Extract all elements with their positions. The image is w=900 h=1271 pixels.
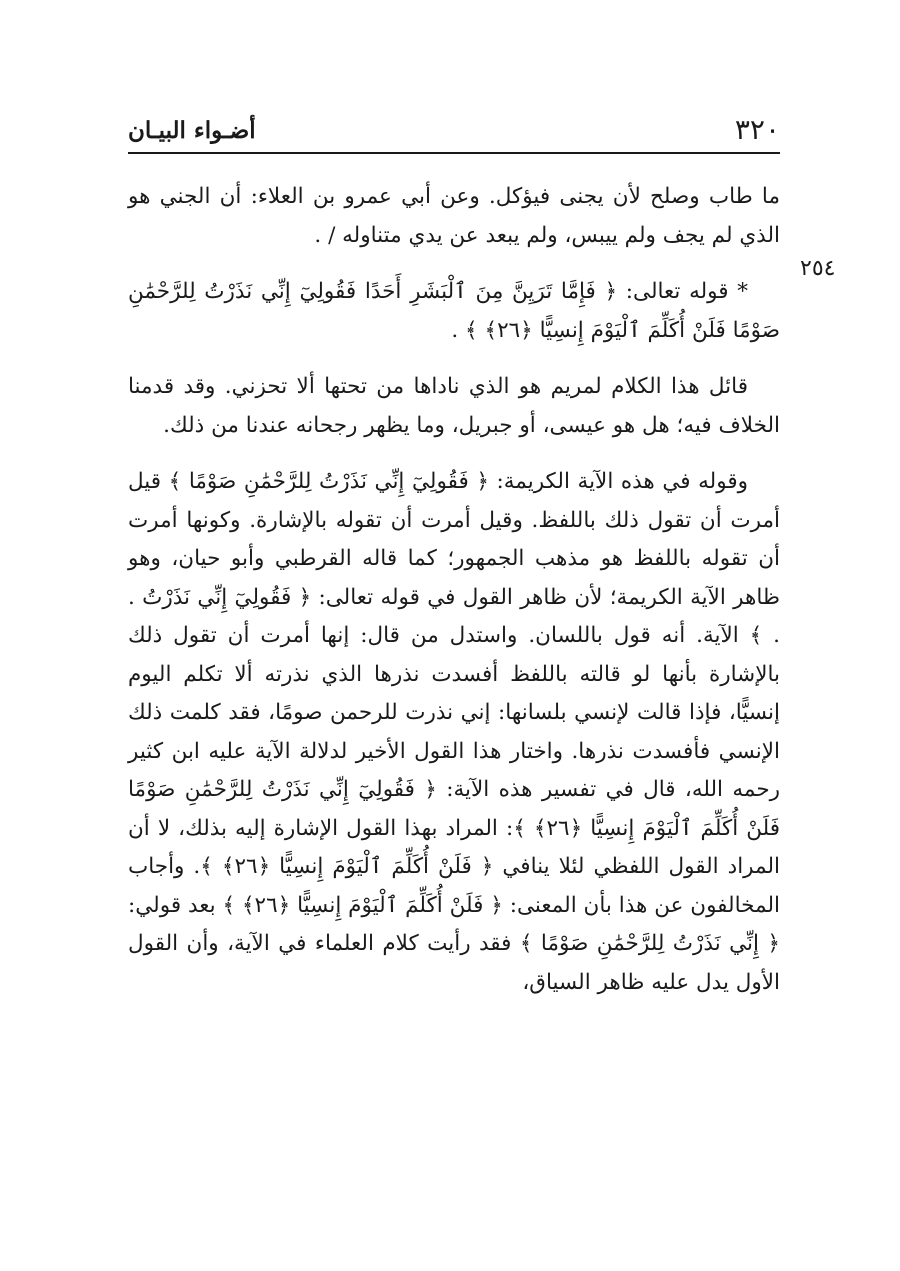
paragraph-1: ما طاب وصلح لأن يجنى فيؤكل. وعن أبي عمرو بن العلاء: أن الجني هو الذي لم يجف ولم ييبس، ولم يبعد عن يدي متناوله / . [128,184,780,248]
body-text [128,178,780,1002]
paragraph-3: قائل هذا الكلام لمريم هو الذي ناداها من تحتها ألا تحزني. وقد قدمنا الخلاف فيه؛ هل هو عيسى، أو جبريل، وما يظهر رجحانه عندنا من ذلك. [128,374,780,438]
paragraph-4: وقوله في هذه الآية الكريمة: ﴿ فَقُولِيٓ إِنِّي نَذَرْتُ لِلرَّحْمَٰنِ صَوْمًا ﴾ قيل أمرت أن تقول ذلك باللفظ. وقيل أمرت أن تقوله بالإشارة. وكونها أمرت أن تقوله باللفظ هو مذهب الجمهور؛ كما قاله القرطبي وأبو حيان، وهو ظاهر الآية الكريمة؛ لأن ظاهر القول في قوله تعالى: ﴿ فَقُولِيٓ إِنِّي نَذَرْتُ . . ﴾ الآية. أنه قول باللسان. واستدل من قال: إنها أمرت أن تقول ذلك بالإشارة بأنها لو قالته باللفظ أفسدت نذرها الذي نذرته ألا تكلم اليوم إنسيًّا، فإذا قالت لإنسي بلسانها: إني نذرت للرحمن صومًا، فقد كلمت ذلك الإنسي فأفسدت نذرها. واختار هذا القول الأخير لدلالة الآية عليه ابن كثير رحمه الله، قال في تفسير هذه الآية: ﴿ فَقُولِيٓ إِنِّي نَذَرْتُ لِلرَّحْمَٰنِ صَوْمًا فَلَنْ أُكَلِّمَ ٱلْيَوْمَ إِنسِيًّا ﴿٢٦﴾ ﴾: المراد بهذا القول الإشارة إليه بذلك، لا أن المراد القول اللفظي لئلا ينافي ﴿ فَلَنْ أُكَلِّمَ ٱلْيَوْمَ إِنسِيًّا ﴿٢٦﴾ ﴾. وأجاب المخالفون عن هذا بأن المعنى: ﴿ فَلَنْ أُكَلِّمَ ٱلْيَوْمَ إِنسِيًّا ﴿٢٦﴾ ﴾ بعد قولي: ﴿ إِنِّي نَذَرْتُ لِلرَّحْمَٰنِ صَوْمًا ﴾ فقد رأيت كلام العلماء في الآية، وأن القول الأول يدل عليه ظاهر السياق، [128,469,780,995]
page-number: ٣٢٠ [734,113,780,146]
page-header [128,112,780,154]
margin-page-reference: ٢٥٤ [800,256,836,281]
running-title: أضـواء البيـان [128,117,256,144]
paragraph-verse-heading: * قوله تعالى: ﴿ فَإِمَّا تَرَيِنَّ مِنَ ٱلْبَشَرِ أَحَدًا فَقُولِيٓ إِنِّي نَذَرْتُ لِلرَّحْمَٰنِ صَوْمًا فَلَنْ أُكَلِّمَ ٱلْيَوْمَ إِنسِيًّا ﴿٢٦﴾ ﴾ . [128,279,780,343]
